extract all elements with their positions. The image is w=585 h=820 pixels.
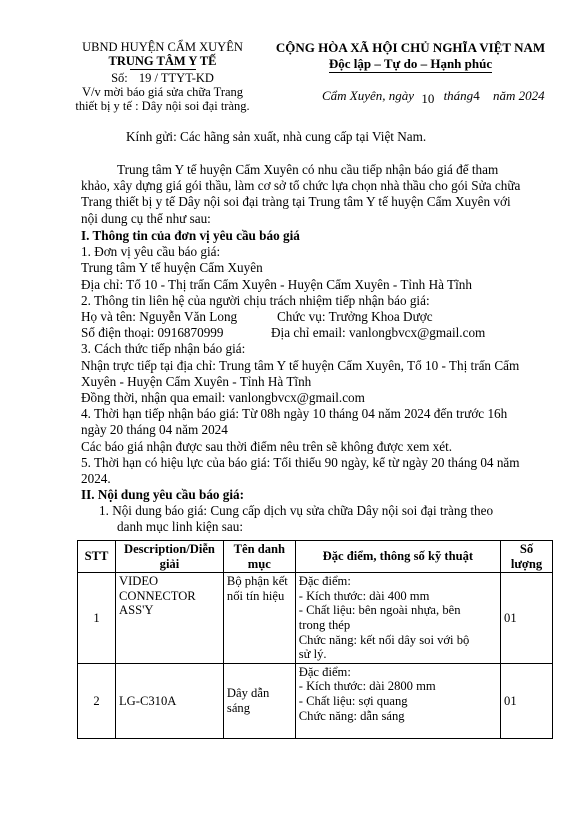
cell-stt: 1: [78, 573, 116, 664]
subject-line-2: thiết bị y tế : Dây nội soi đại tràng.: [75, 99, 250, 113]
unit-name: TRUNG TÂM Y TẾ: [108, 54, 217, 68]
cell-quantity: 01: [501, 573, 553, 664]
greeting: Kính gửi: Các hãng sản xuất, nhà cung cấp tại Việt Nam.: [126, 129, 427, 144]
document-number: Số: 19 / TTYT-KD: [111, 71, 214, 85]
date-day: 10: [421, 91, 435, 106]
unit-underline: [130, 69, 196, 70]
cell-item-name: Bộ phận kết nối tín hiệu: [223, 573, 295, 664]
number-value: 19: [138, 71, 152, 85]
cell-spec: Đặc điểm: - Kích thước: dài 400 mm - Chất liệu: bên ngoài nhựa, bên trong thép Chức năng: kết nối dây soi với bộ sử lý.: [295, 573, 500, 664]
nation-title: CỘNG HÒA XÃ HỘI CHỦ NGHĨA VIỆT NAM: [275, 40, 546, 55]
cell-description: VIDEO CONNECTOR ASS'Y: [115, 573, 223, 664]
cell-spec: Đặc điểm: - Kích thước: dài 2800 mm - Chất liệu: sợi quang Chức năng: dẫn sáng: [295, 663, 500, 738]
table-row: [78, 573, 553, 664]
cell-quantity: 01: [501, 663, 553, 738]
cell-item-name: Dây dẫn sáng: [223, 663, 295, 738]
header-description: Description/Diễn giải: [115, 541, 223, 573]
contact-row-1: Họ và tên: Nguyễn Văn Long Chức vụ: Trưởng Khoa Dược: [81, 309, 433, 325]
section-1: I. Thông tin của đơn vị yêu cầu báo giá 1. Đơn vị yêu cầu báo giá: Trung tâm Y tế huyện Cẩm Xuyên Địa chỉ: Tổ 10 - Thị trấn Cẩm Xuyên - Huyện Cẩm Xuyên - Tỉnh Hà Tĩnh 2. Thông tin liên hệ của người chịu trách nhiệm tiếp nhận báo giá: Họ và tên: Nguyễn Văn Long Chức vụ: Trưởng Khoa Dược Số điện thoại: 0916870999 Địa chỉ email: vanlongbvcx@gmail.com 3. Cách thức tiếp nhận báo giá: Nhận trực tiếp tại địa chỉ: Trung tâm Y tế huyện Cẩm Xuyên, Tổ 10 - Thị trấn Cẩm Xuyên - Huyện Cẩm Xuyên - Tỉnh Hà Tĩnh Đồng thời, nhận qua email: vanlongbvcx@gmail.com 4. Thời hạn tiếp nhận báo giá: Từ 08h ngày 10 tháng 04 năm 2024 đến trước 16h ngày 20 tháng 04 năm 2024 Các báo giá nhận được sau thời điểm nêu trên sẽ không được xem xét. 5. Thời hạn có hiệu lực của báo giá: Tối thiểu 90 ngày, kể từ ngày 20 tháng 04 năm 2024.: [81, 228, 553, 487]
section-2-title: II. Nội dung yêu cầu báo giá:: [81, 487, 245, 502]
header-spec: Đặc điểm, thông số kỹ thuật: [295, 541, 500, 573]
cell-description: LG-C310A: [115, 663, 223, 738]
date-month: 4: [473, 88, 480, 103]
header-stt: STT: [78, 541, 116, 573]
parts-table: [77, 540, 553, 739]
table-header-row: [78, 541, 553, 573]
table-row: [78, 663, 553, 738]
header-right: [268, 40, 553, 73]
subject-line-1: V/v mời báo giá sửa chữa Trang: [81, 85, 244, 99]
section-2: II. Nội dung yêu cầu báo giá: 1. Nội dung báo giá: Cung cấp dịch vụ sửa chữa Dây nội soi đại tràng theo danh mục linh kiện sau:: [81, 487, 553, 536]
motto: Độc lập – Tự do – Hạnh phúc: [328, 56, 493, 71]
header-item-name: Tên danh mục: [223, 541, 295, 573]
cell-stt: 2: [78, 663, 116, 738]
section-1-title: I. Thông tin của đơn vị yêu cầu báo giá: [81, 228, 300, 243]
org-name: UBND HUYỆN CẨM XUYÊN: [82, 40, 243, 54]
intro-paragraph: Trung tâm Y tế huyện Cẩm Xuyên có nhu cầu tiếp nhận báo giá để tham khảo, xây dựng giá gói thầu, làm cơ sở tổ chức lựa chọn nhà thầu cho gói Sửa chữa Trang thiết bị y tế Dây nội soi đại tràng tại Trung tâm Y tế huyện Cẩm Xuyên với nội dung cụ thể như sau:: [81, 162, 521, 226]
contact-row-2: Số điện thoại: 0916870999 Địa chỉ email: vanlongbvcx@gmail.com: [81, 325, 486, 341]
header-left: [60, 40, 265, 113]
date-line: Cẩm Xuyên, ngày 10 tháng4 năm 2024: [322, 88, 545, 106]
header-quantity: Số lượng: [501, 541, 553, 573]
